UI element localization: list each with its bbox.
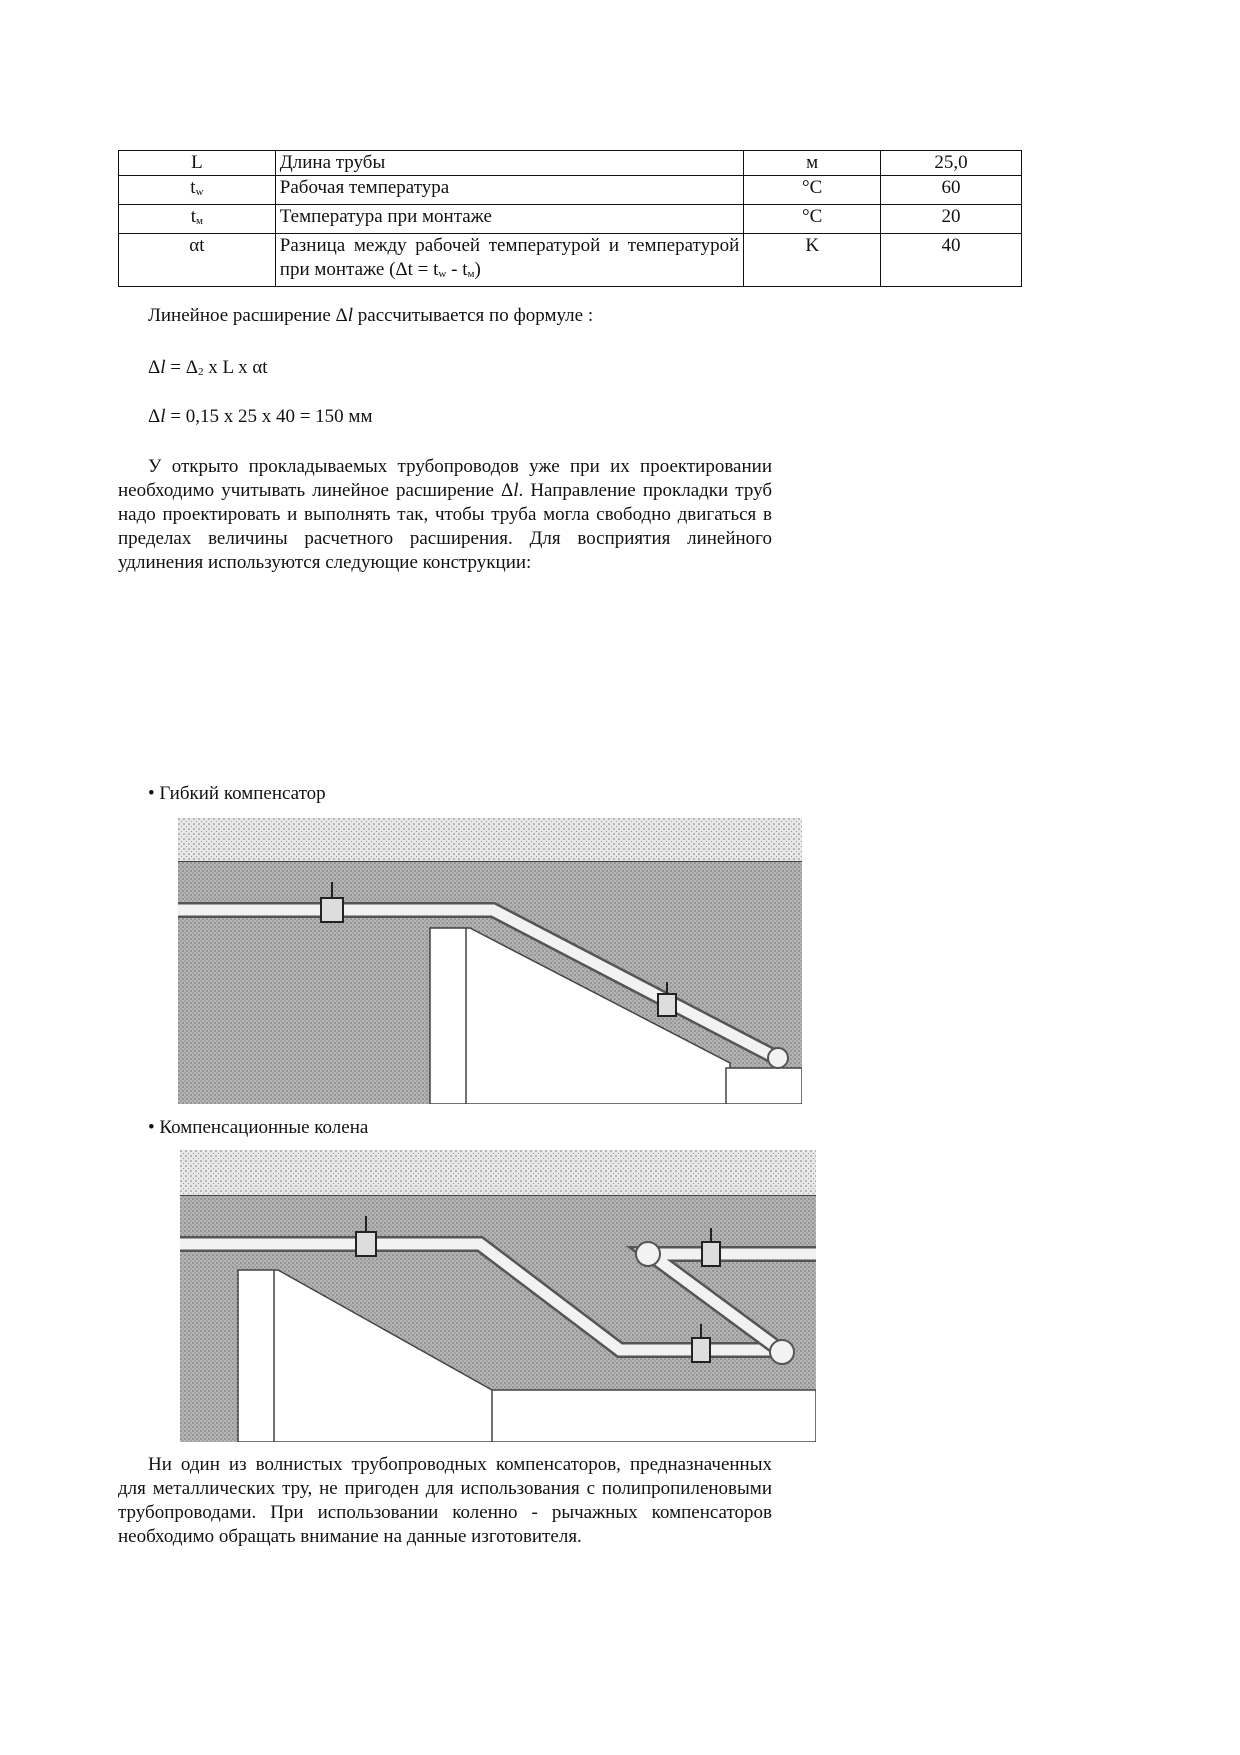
symbol: αt bbox=[189, 235, 205, 256]
text-run: Δ bbox=[148, 406, 161, 427]
symbol-subscript: w bbox=[195, 186, 204, 198]
figure-compensation-elbows bbox=[180, 1150, 816, 1442]
text-run: Δ bbox=[148, 357, 161, 378]
variable: l bbox=[347, 305, 354, 326]
description-cell: Рабочая температура bbox=[275, 176, 743, 205]
description-cell: Длина трубы bbox=[275, 151, 743, 176]
variable: l bbox=[160, 357, 166, 378]
figure-flexible-compensator bbox=[178, 818, 802, 1104]
variable: l bbox=[160, 406, 166, 427]
value-cell: 40 bbox=[881, 234, 1022, 287]
value-cell: 60 bbox=[881, 176, 1022, 205]
unit-cell: °C bbox=[744, 176, 881, 205]
formula-intro bbox=[118, 304, 918, 328]
symbol: t bbox=[190, 177, 196, 198]
text-run: рассчитывается по формуле : bbox=[353, 305, 594, 326]
text-run: x L x αt bbox=[203, 357, 268, 378]
subscript: 2 bbox=[197, 366, 204, 378]
unit-cell: °C bbox=[744, 205, 881, 234]
table-row bbox=[119, 176, 1022, 205]
parameter-table bbox=[118, 150, 1022, 287]
table-row bbox=[119, 234, 1022, 287]
text-run: = Δ bbox=[165, 357, 198, 378]
desc-text: Разница между рабочей температурой и температурой при монтаже (Δt = t bbox=[279, 235, 740, 280]
symbol: L bbox=[191, 152, 203, 173]
desc-text: ) bbox=[474, 259, 481, 280]
value-cell: 20 bbox=[881, 205, 1022, 234]
symbol: t bbox=[190, 206, 197, 227]
table-row bbox=[119, 151, 1022, 176]
desc-subscript: м bbox=[467, 268, 475, 280]
symbol-cell bbox=[119, 205, 276, 234]
bullet-compensation-elbows: • Компенсационные колена bbox=[148, 1117, 369, 1138]
symbol-cell bbox=[119, 176, 276, 205]
description-cell: Температура при монтаже bbox=[275, 205, 743, 234]
desc-text: - t bbox=[446, 259, 468, 280]
desc-subscript: w bbox=[438, 268, 447, 280]
formula-general bbox=[118, 356, 772, 384]
text-run: Линейное расширение Δ bbox=[148, 305, 348, 326]
paragraph-design bbox=[118, 455, 772, 575]
bullet-flexible-compensator: • Гибкий компенсатор bbox=[148, 783, 326, 804]
text-run: = 0,15 x 25 x 40 = 150 мм bbox=[165, 406, 373, 427]
symbol-cell bbox=[119, 151, 276, 176]
table-row bbox=[119, 205, 1022, 234]
text-run: . Направление прокладки труб надо проектировать и выполнять так, чтобы труба могла свободно двигаться в пределах величины расчетного расширения. Для восприятия линейного удлинения используются следующие конструкции: bbox=[118, 480, 772, 573]
text-run: У открыто прокладываемых трубопроводов уже при их проектировании необходимо учитывать линейное расширение Δ bbox=[118, 456, 772, 501]
value-cell: 25,0 bbox=[881, 151, 1022, 176]
variable: l bbox=[513, 480, 519, 501]
description-cell bbox=[275, 234, 743, 287]
symbol-cell bbox=[119, 234, 276, 287]
unit-cell: м bbox=[744, 151, 881, 176]
unit-cell: K bbox=[744, 234, 881, 287]
symbol-subscript: м bbox=[196, 215, 204, 227]
formula-calculated bbox=[118, 405, 772, 429]
paragraph-compensators: Ни один из волнистых трубопроводных компенсаторов, предназначенных для металлических тру, не пригоден для использования с полипропиленовыми трубопроводами. При использовании коленно - рычажных компенсаторов необходимо обращать внимание на данные изготовителя. bbox=[118, 1454, 772, 1547]
